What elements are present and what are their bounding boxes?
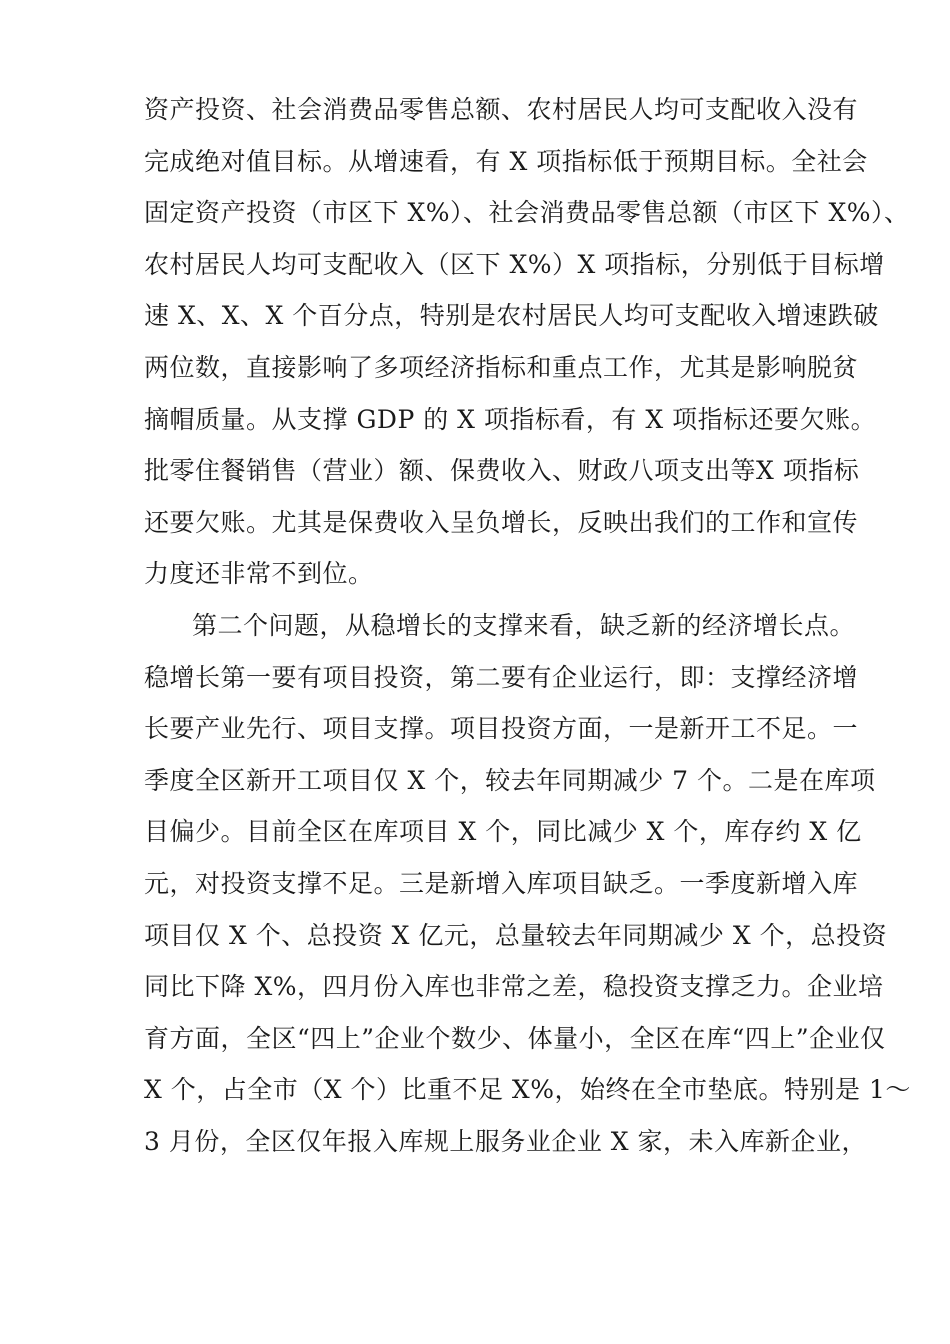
document-body: [144, 84, 911, 1167]
text-line: 项目仅 X 个、总投资 X 亿元，总量较去年同期减少 X 个，总投资: [144, 920, 888, 950]
text-line: 育方面，全区“四上”企业个数少、体量小，全区在库“四上”企业仅: [144, 1023, 886, 1053]
text-line: 目偏少。目前全区在库项目 X 个，同比减少 X 个，库存约 X 亿: [144, 817, 862, 847]
text-line: 稳增长第一要有项目投资，第二要有企业运行，即：支撑经济增: [144, 662, 859, 692]
text-line: 资产投资、社会消费品零售总额、农村居民人均可支配收入没有: [144, 95, 859, 124]
text-line: X 个，占全市（X 个）比重不足 X%，始终在全市垫底。特别是 1～: [144, 1075, 911, 1105]
paragraph-start-line: 第二个问题，从稳增长的支撑来看，缺乏新的经济增长点。: [192, 610, 856, 640]
text-line: 固定资产投资（市区下 X%）、社会消费品零售总额（市区下 X%）、: [144, 198, 910, 228]
paragraph-end-line: 力度还非常不到位。: [144, 559, 374, 589]
text-line: 完成绝对值目标。从增速看，有 X 项指标低于预期目标。全社会: [144, 146, 868, 176]
text-line: 摘帽质量。从支撑 GDP 的 X 项指标看，有 X 项指标还要欠账。: [144, 404, 877, 434]
text-line: 同比下降 X%，四月份入库也非常之差，稳投资支撑乏力。企业培: [144, 972, 884, 1002]
text-line: 两位数，直接影响了多项经济指标和重点工作，尤其是影响脱贫: [144, 352, 859, 382]
text-line: 还要欠账。尤其是保费收入呈负增长，反映出我们的工作和宣传: [144, 507, 859, 537]
text-line: 元，对投资支撑不足。三是新增入库项目缺乏。一季度新增入库: [144, 868, 859, 898]
text-line: 3 月份，全区仅年报入库规上服务业企业 X 家，未入库新企业，: [144, 1126, 868, 1156]
text-line: 速 X、X、X 个百分点，特别是农村居民人均可支配收入增速跌破: [144, 301, 879, 331]
text-line: 季度全区新开工项目仅 X 个，较去年同期减少 7 个。二是在库项: [144, 765, 876, 795]
text-line: 长要产业先行、项目支撑。项目投资方面，一是新开工不足。一: [144, 714, 859, 744]
text-line: 农村居民人均可支配收入（区下 X%）X 项指标，分别低于目标增: [144, 249, 885, 279]
text-line: 批零住餐销售（营业）额、保费收入、财政八项支出等X 项指标: [144, 456, 860, 486]
